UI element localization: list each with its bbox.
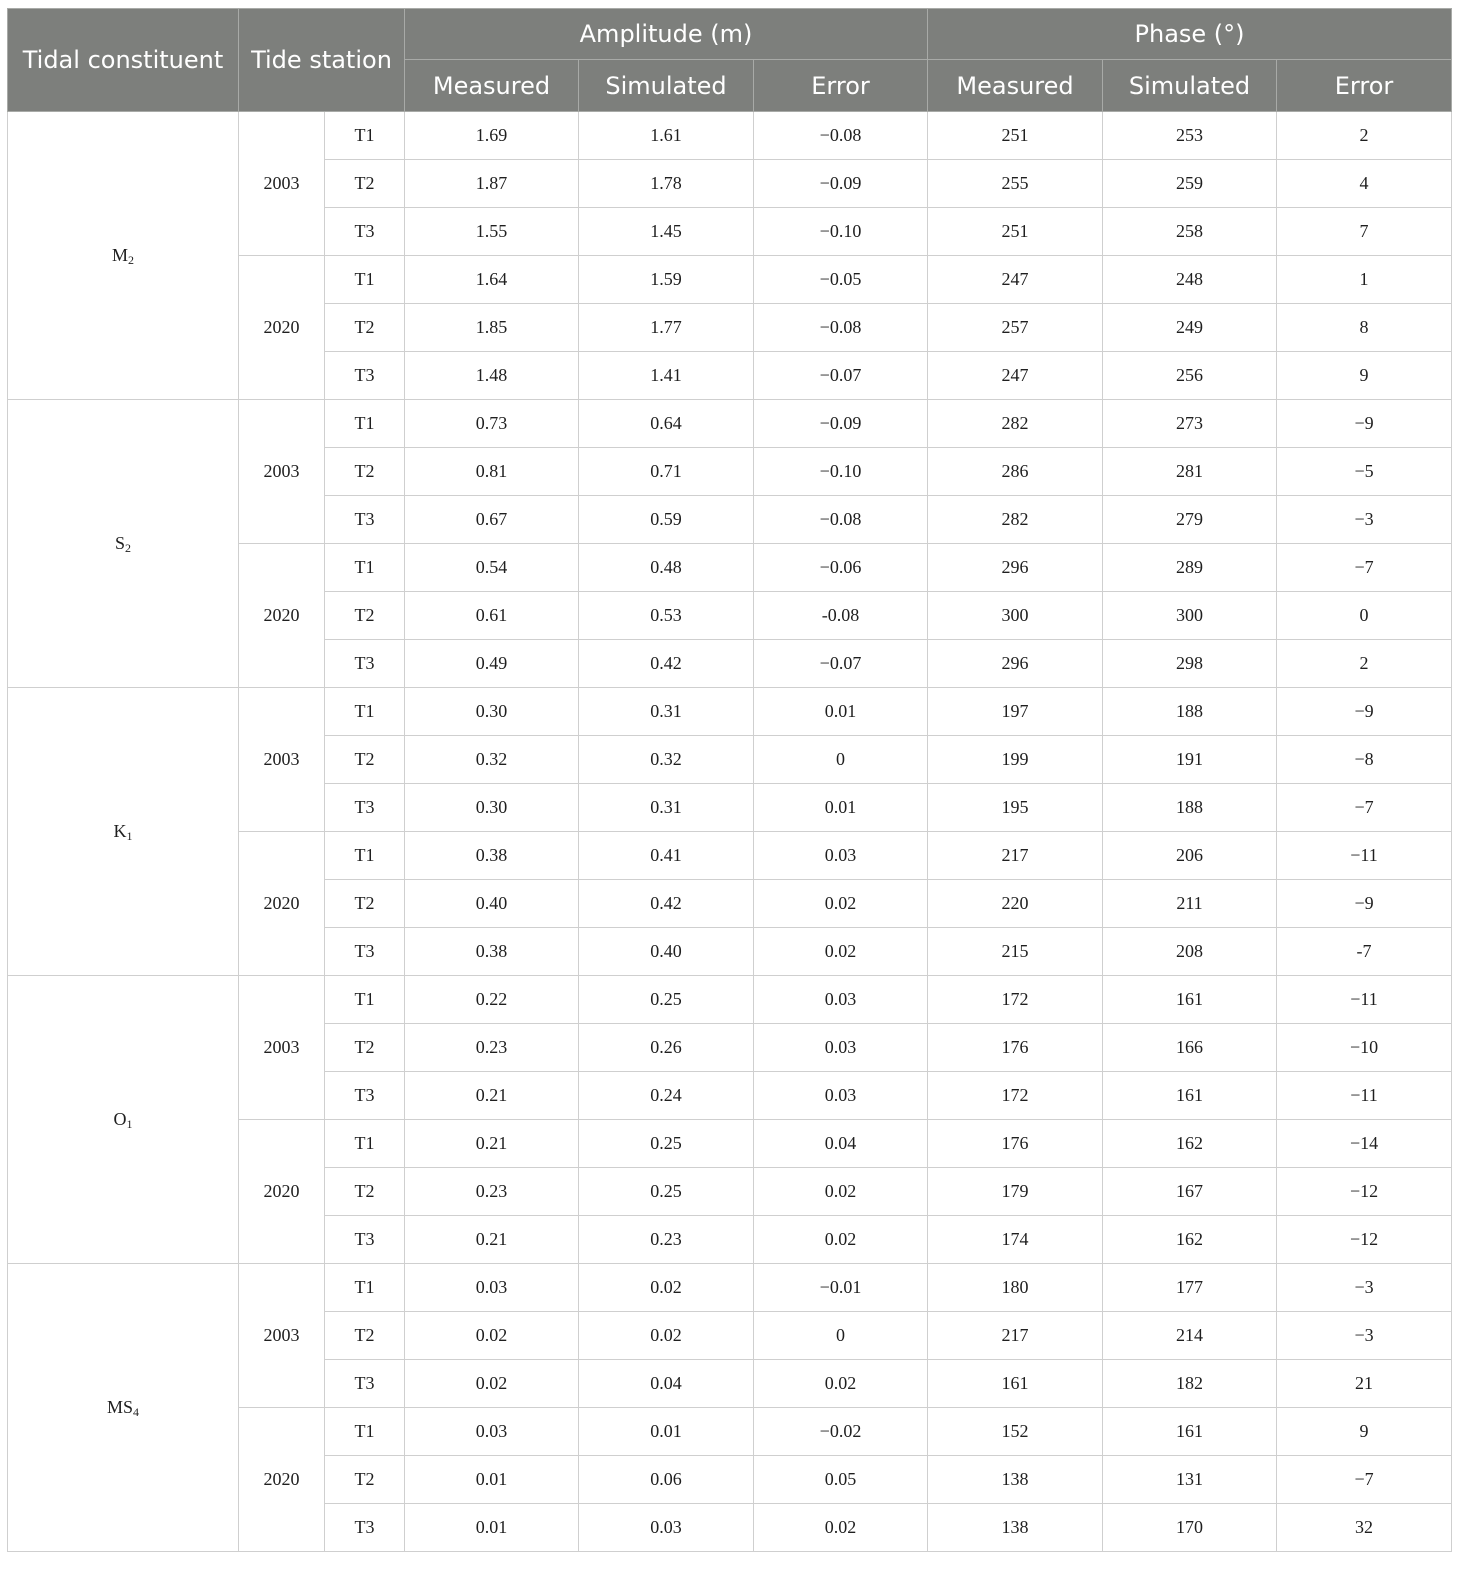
- station-cell: T1: [325, 112, 405, 160]
- amplitude-error-cell: −0.02: [754, 1408, 928, 1456]
- table-row: [8, 400, 1452, 448]
- amplitude-simulated-cell: 0.32: [579, 736, 754, 784]
- phase-measured-cell: 220: [928, 880, 1103, 928]
- amplitude-simulated-cell: 0.24: [579, 1072, 754, 1120]
- amplitude-measured-cell: 0.38: [405, 832, 579, 880]
- year-cell: 2003: [239, 1264, 325, 1408]
- station-cell: T1: [325, 1264, 405, 1312]
- table-row: [8, 976, 1452, 1024]
- table-row: [8, 112, 1452, 160]
- amplitude-measured-cell: 1.69: [405, 112, 579, 160]
- constituent-name: S: [114, 533, 125, 553]
- amplitude-measured-cell: 0.23: [405, 1168, 579, 1216]
- amplitude-error-cell: 0.02: [754, 1168, 928, 1216]
- header-phase: Phase (°): [928, 9, 1452, 60]
- phase-simulated-cell: 162: [1103, 1216, 1277, 1264]
- amplitude-measured-cell: 0.22: [405, 976, 579, 1024]
- station-cell: T3: [325, 208, 405, 256]
- phase-measured-cell: 255: [928, 160, 1103, 208]
- phase-simulated-cell: 188: [1103, 784, 1277, 832]
- phase-error-cell: −9: [1277, 400, 1452, 448]
- year-cell: 2020: [239, 832, 325, 976]
- header-amplitude-simulated: Simulated: [579, 60, 754, 112]
- phase-error-cell: −3: [1277, 1264, 1452, 1312]
- phase-simulated-cell: 208: [1103, 928, 1277, 976]
- phase-measured-cell: 257: [928, 304, 1103, 352]
- header-amplitude-measured: Measured: [405, 60, 579, 112]
- station-cell: T2: [325, 1312, 405, 1360]
- amplitude-error-cell: −0.05: [754, 256, 928, 304]
- year-cell: 2003: [239, 976, 325, 1120]
- phase-measured-cell: 296: [928, 640, 1103, 688]
- amplitude-measured-cell: 0.30: [405, 784, 579, 832]
- year-cell: 2020: [239, 544, 325, 688]
- phase-error-cell: −8: [1277, 736, 1452, 784]
- amplitude-measured-cell: 0.73: [405, 400, 579, 448]
- amplitude-error-cell: 0: [754, 736, 928, 784]
- amplitude-error-cell: 0.02: [754, 880, 928, 928]
- phase-simulated-cell: 206: [1103, 832, 1277, 880]
- phase-measured-cell: 176: [928, 1120, 1103, 1168]
- phase-error-cell: −9: [1277, 688, 1452, 736]
- phase-simulated-cell: 249: [1103, 304, 1277, 352]
- phase-measured-cell: 199: [928, 736, 1103, 784]
- phase-simulated-cell: 161: [1103, 1408, 1277, 1456]
- amplitude-measured-cell: 0.49: [405, 640, 579, 688]
- phase-simulated-cell: 170: [1103, 1504, 1277, 1552]
- header-amplitude: Amplitude (m): [405, 9, 928, 60]
- amplitude-measured-cell: 0.03: [405, 1264, 579, 1312]
- phase-simulated-cell: 188: [1103, 688, 1277, 736]
- table-header: [8, 9, 1452, 112]
- phase-error-cell: 2: [1277, 640, 1452, 688]
- tidal-table: [7, 8, 1452, 1552]
- station-cell: T3: [325, 928, 405, 976]
- amplitude-measured-cell: 1.87: [405, 160, 579, 208]
- phase-error-cell: 21: [1277, 1360, 1452, 1408]
- amplitude-error-cell: −0.01: [754, 1264, 928, 1312]
- phase-error-cell: 1: [1277, 256, 1452, 304]
- phase-error-cell: −7: [1277, 544, 1452, 592]
- phase-measured-cell: 197: [928, 688, 1103, 736]
- phase-measured-cell: 296: [928, 544, 1103, 592]
- phase-simulated-cell: 162: [1103, 1120, 1277, 1168]
- header-tide-station: Tide station: [239, 9, 405, 112]
- amplitude-measured-cell: 0.01: [405, 1504, 579, 1552]
- phase-error-cell: 32: [1277, 1504, 1452, 1552]
- constituent-subscript: 1: [126, 1117, 133, 1131]
- constituent-cell: [8, 112, 239, 400]
- amplitude-error-cell: 0.05: [754, 1456, 928, 1504]
- year-cell: 2020: [239, 256, 325, 400]
- amplitude-error-cell: 0.02: [754, 1216, 928, 1264]
- amplitude-measured-cell: 0.03: [405, 1408, 579, 1456]
- amplitude-error-cell: 0.01: [754, 784, 928, 832]
- amplitude-simulated-cell: 0.71: [579, 448, 754, 496]
- station-cell: T3: [325, 640, 405, 688]
- constituent-subscript: 4: [133, 1405, 139, 1419]
- amplitude-error-cell: 0.03: [754, 832, 928, 880]
- station-cell: T3: [325, 1072, 405, 1120]
- amplitude-measured-cell: 0.40: [405, 880, 579, 928]
- amplitude-error-cell: −0.09: [754, 400, 928, 448]
- phase-measured-cell: 300: [928, 592, 1103, 640]
- amplitude-error-cell: 0: [754, 1312, 928, 1360]
- amplitude-error-cell: -0.08: [754, 592, 928, 640]
- phase-simulated-cell: 211: [1103, 880, 1277, 928]
- phase-simulated-cell: 161: [1103, 976, 1277, 1024]
- amplitude-error-cell: 0.02: [754, 928, 928, 976]
- year-cell: 2020: [239, 1120, 325, 1264]
- header-phase-simulated: Simulated: [1103, 60, 1277, 112]
- amplitude-simulated-cell: 0.64: [579, 400, 754, 448]
- amplitude-measured-cell: 0.21: [405, 1120, 579, 1168]
- year-cell: 2003: [239, 400, 325, 544]
- phase-error-cell: −14: [1277, 1120, 1452, 1168]
- phase-measured-cell: 176: [928, 1024, 1103, 1072]
- amplitude-simulated-cell: 0.25: [579, 976, 754, 1024]
- phase-simulated-cell: 248: [1103, 256, 1277, 304]
- constituent-cell: [8, 400, 239, 688]
- phase-simulated-cell: 131: [1103, 1456, 1277, 1504]
- amplitude-measured-cell: 0.21: [405, 1216, 579, 1264]
- table-row: [8, 1264, 1452, 1312]
- amplitude-error-cell: 0.01: [754, 688, 928, 736]
- amplitude-error-cell: 0.04: [754, 1120, 928, 1168]
- phase-error-cell: 8: [1277, 304, 1452, 352]
- amplitude-simulated-cell: 0.02: [579, 1312, 754, 1360]
- constituent-subscript: 1: [126, 829, 133, 843]
- station-cell: T2: [325, 1168, 405, 1216]
- phase-error-cell: −5: [1277, 448, 1452, 496]
- phase-simulated-cell: 253: [1103, 112, 1277, 160]
- phase-error-cell: 9: [1277, 1408, 1452, 1456]
- phase-simulated-cell: 273: [1103, 400, 1277, 448]
- phase-simulated-cell: 259: [1103, 160, 1277, 208]
- amplitude-simulated-cell: 0.42: [579, 880, 754, 928]
- amplitude-error-cell: −0.08: [754, 112, 928, 160]
- phase-measured-cell: 251: [928, 208, 1103, 256]
- constituent-name: O: [113, 1109, 127, 1129]
- phase-simulated-cell: 214: [1103, 1312, 1277, 1360]
- amplitude-error-cell: −0.10: [754, 208, 928, 256]
- amplitude-measured-cell: 1.48: [405, 352, 579, 400]
- phase-measured-cell: 152: [928, 1408, 1103, 1456]
- amplitude-error-cell: −0.06: [754, 544, 928, 592]
- phase-simulated-cell: 279: [1103, 496, 1277, 544]
- phase-measured-cell: 161: [928, 1360, 1103, 1408]
- phase-simulated-cell: 300: [1103, 592, 1277, 640]
- phase-error-cell: 9: [1277, 352, 1452, 400]
- amplitude-error-cell: −0.08: [754, 304, 928, 352]
- amplitude-error-cell: 0.03: [754, 1024, 928, 1072]
- phase-measured-cell: 286: [928, 448, 1103, 496]
- phase-simulated-cell: 281: [1103, 448, 1277, 496]
- station-cell: T1: [325, 688, 405, 736]
- amplitude-simulated-cell: 1.45: [579, 208, 754, 256]
- amplitude-measured-cell: 0.38: [405, 928, 579, 976]
- station-cell: T3: [325, 496, 405, 544]
- amplitude-measured-cell: 0.54: [405, 544, 579, 592]
- amplitude-error-cell: −0.09: [754, 160, 928, 208]
- header-tidal-constituent: Tidal constituent: [8, 9, 239, 112]
- phase-measured-cell: 172: [928, 976, 1103, 1024]
- amplitude-simulated-cell: 0.59: [579, 496, 754, 544]
- amplitude-measured-cell: 0.02: [405, 1312, 579, 1360]
- amplitude-measured-cell: 0.32: [405, 736, 579, 784]
- phase-error-cell: 2: [1277, 112, 1452, 160]
- phase-simulated-cell: 289: [1103, 544, 1277, 592]
- amplitude-simulated-cell: 0.53: [579, 592, 754, 640]
- amplitude-measured-cell: 1.85: [405, 304, 579, 352]
- phase-measured-cell: 247: [928, 256, 1103, 304]
- phase-simulated-cell: 256: [1103, 352, 1277, 400]
- station-cell: T2: [325, 160, 405, 208]
- phase-measured-cell: 217: [928, 1312, 1103, 1360]
- amplitude-simulated-cell: 0.01: [579, 1408, 754, 1456]
- station-cell: T3: [325, 352, 405, 400]
- station-cell: T1: [325, 976, 405, 1024]
- amplitude-error-cell: −0.07: [754, 352, 928, 400]
- amplitude-measured-cell: 0.67: [405, 496, 579, 544]
- phase-measured-cell: 195: [928, 784, 1103, 832]
- year-cell: 2020: [239, 1408, 325, 1552]
- constituent-name: K: [113, 821, 127, 841]
- phase-measured-cell: 180: [928, 1264, 1103, 1312]
- amplitude-simulated-cell: 0.23: [579, 1216, 754, 1264]
- amplitude-measured-cell: 0.81: [405, 448, 579, 496]
- amplitude-measured-cell: 0.61: [405, 592, 579, 640]
- amplitude-simulated-cell: 0.31: [579, 688, 754, 736]
- amplitude-simulated-cell: 1.41: [579, 352, 754, 400]
- amplitude-simulated-cell: 0.40: [579, 928, 754, 976]
- station-cell: T1: [325, 400, 405, 448]
- station-cell: T1: [325, 544, 405, 592]
- station-cell: T2: [325, 1024, 405, 1072]
- table-body: [8, 112, 1452, 1552]
- phase-error-cell: −12: [1277, 1168, 1452, 1216]
- phase-error-cell: −10: [1277, 1024, 1452, 1072]
- constituent-cell: [8, 1264, 239, 1552]
- phase-error-cell: −12: [1277, 1216, 1452, 1264]
- table-row: [8, 688, 1452, 736]
- amplitude-simulated-cell: 1.77: [579, 304, 754, 352]
- amplitude-simulated-cell: 0.04: [579, 1360, 754, 1408]
- phase-measured-cell: 282: [928, 496, 1103, 544]
- amplitude-simulated-cell: 0.03: [579, 1504, 754, 1552]
- phase-simulated-cell: 258: [1103, 208, 1277, 256]
- amplitude-simulated-cell: 0.31: [579, 784, 754, 832]
- phase-error-cell: −9: [1277, 880, 1452, 928]
- amplitude-simulated-cell: 1.78: [579, 160, 754, 208]
- phase-error-cell: -7: [1277, 928, 1452, 976]
- amplitude-error-cell: 0.02: [754, 1360, 928, 1408]
- station-cell: T1: [325, 256, 405, 304]
- amplitude-simulated-cell: 0.42: [579, 640, 754, 688]
- amplitude-simulated-cell: 0.25: [579, 1168, 754, 1216]
- amplitude-simulated-cell: 0.25: [579, 1120, 754, 1168]
- phase-error-cell: −11: [1277, 832, 1452, 880]
- amplitude-measured-cell: 0.21: [405, 1072, 579, 1120]
- phase-measured-cell: 174: [928, 1216, 1103, 1264]
- phase-error-cell: −11: [1277, 976, 1452, 1024]
- header-amplitude-error: Error: [754, 60, 928, 112]
- phase-error-cell: −3: [1277, 496, 1452, 544]
- phase-simulated-cell: 166: [1103, 1024, 1277, 1072]
- amplitude-simulated-cell: 0.48: [579, 544, 754, 592]
- amplitude-error-cell: −0.10: [754, 448, 928, 496]
- amplitude-measured-cell: 0.02: [405, 1360, 579, 1408]
- station-cell: T2: [325, 736, 405, 784]
- phase-simulated-cell: 182: [1103, 1360, 1277, 1408]
- amplitude-measured-cell: 0.01: [405, 1456, 579, 1504]
- phase-simulated-cell: 167: [1103, 1168, 1277, 1216]
- station-cell: T2: [325, 592, 405, 640]
- constituent-subscript: 2: [128, 253, 134, 267]
- amplitude-measured-cell: 1.55: [405, 208, 579, 256]
- phase-error-cell: 4: [1277, 160, 1452, 208]
- phase-error-cell: −7: [1277, 784, 1452, 832]
- amplitude-simulated-cell: 0.02: [579, 1264, 754, 1312]
- amplitude-simulated-cell: 0.06: [579, 1456, 754, 1504]
- amplitude-error-cell: −0.07: [754, 640, 928, 688]
- station-cell: T3: [325, 1504, 405, 1552]
- station-cell: T1: [325, 832, 405, 880]
- year-cell: 2003: [239, 112, 325, 256]
- constituent-name: MS: [106, 1397, 133, 1417]
- constituent-cell: [8, 976, 239, 1264]
- amplitude-simulated-cell: 0.41: [579, 832, 754, 880]
- phase-error-cell: 0: [1277, 592, 1452, 640]
- station-cell: T3: [325, 784, 405, 832]
- amplitude-simulated-cell: 1.59: [579, 256, 754, 304]
- constituent-subscript: 2: [125, 541, 131, 555]
- phase-measured-cell: 138: [928, 1504, 1103, 1552]
- amplitude-error-cell: 0.03: [754, 976, 928, 1024]
- station-cell: T2: [325, 880, 405, 928]
- station-cell: T1: [325, 1120, 405, 1168]
- station-cell: T2: [325, 448, 405, 496]
- phase-measured-cell: 172: [928, 1072, 1103, 1120]
- station-cell: T2: [325, 304, 405, 352]
- phase-measured-cell: 138: [928, 1456, 1103, 1504]
- phase-measured-cell: 179: [928, 1168, 1103, 1216]
- constituent-cell: [8, 688, 239, 976]
- amplitude-measured-cell: 0.30: [405, 688, 579, 736]
- phase-measured-cell: 247: [928, 352, 1103, 400]
- phase-simulated-cell: 298: [1103, 640, 1277, 688]
- phase-error-cell: 7: [1277, 208, 1452, 256]
- station-cell: T2: [325, 1456, 405, 1504]
- phase-error-cell: −3: [1277, 1312, 1452, 1360]
- amplitude-error-cell: −0.08: [754, 496, 928, 544]
- station-cell: T3: [325, 1216, 405, 1264]
- amplitude-error-cell: 0.02: [754, 1504, 928, 1552]
- amplitude-simulated-cell: 1.61: [579, 112, 754, 160]
- amplitude-measured-cell: 0.23: [405, 1024, 579, 1072]
- header-phase-measured: Measured: [928, 60, 1103, 112]
- phase-measured-cell: 282: [928, 400, 1103, 448]
- phase-simulated-cell: 191: [1103, 736, 1277, 784]
- constituent-name: M: [111, 245, 128, 265]
- phase-measured-cell: 217: [928, 832, 1103, 880]
- amplitude-measured-cell: 1.64: [405, 256, 579, 304]
- station-cell: T1: [325, 1408, 405, 1456]
- phase-simulated-cell: 177: [1103, 1264, 1277, 1312]
- phase-error-cell: −11: [1277, 1072, 1452, 1120]
- header-phase-error: Error: [1277, 60, 1452, 112]
- phase-measured-cell: 215: [928, 928, 1103, 976]
- phase-simulated-cell: 161: [1103, 1072, 1277, 1120]
- station-cell: T3: [325, 1360, 405, 1408]
- amplitude-simulated-cell: 0.26: [579, 1024, 754, 1072]
- phase-error-cell: −7: [1277, 1456, 1452, 1504]
- year-cell: 2003: [239, 688, 325, 832]
- phase-measured-cell: 251: [928, 112, 1103, 160]
- amplitude-error-cell: 0.03: [754, 1072, 928, 1120]
